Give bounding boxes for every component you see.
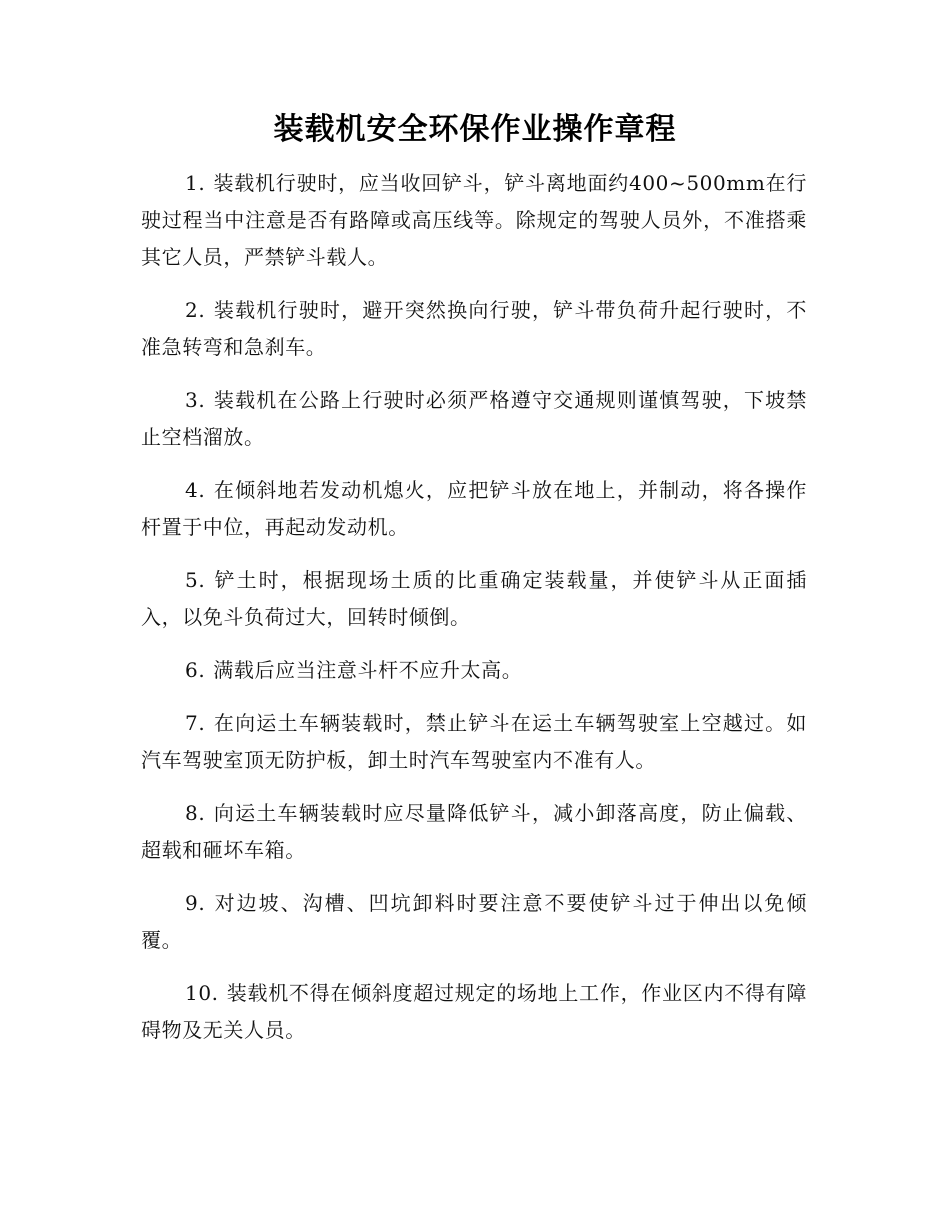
item-number: 3.: [185, 388, 206, 412]
item-text: 对边坡、沟槽、凹坑卸料时要注意不要使铲斗过于伸出以免倾覆。: [141, 891, 807, 952]
item-text: 装载机行驶时，应当收回铲斗，铲斗离地面约400~500mm在行驶过程当中注意是否有路障或高压线等。除规定的驾驶人员外，不准搭乘其它人员，严禁铲斗载人。: [141, 171, 807, 269]
document-title: 装载机安全环保作业操作章程: [273, 112, 677, 147]
item-number: 7.: [185, 711, 206, 735]
item-number: 9.: [185, 891, 206, 915]
item-text: 在向运土车辆装载时，禁止铲斗在运土车辆驾驶室上空越过。如汽车驾驶室顶无防护板，卸土时汽车驾驶室内不准有人。: [141, 711, 807, 772]
document-body: [141, 165, 807, 1065]
paragraph-6: [141, 652, 807, 689]
paragraph-10: [141, 975, 807, 1049]
paragraph-3: [141, 382, 807, 456]
paragraph-8: [141, 795, 807, 869]
paragraph-4: [141, 472, 807, 546]
item-number: 2.: [185, 298, 206, 322]
item-text: 满载后应当注意斗杆不应升太高。: [213, 658, 523, 682]
item-text: 铲土时，根据现场土质的比重确定装载量，并使铲斗从正面插入，以免斗负荷过大，回转时倾倒。: [141, 568, 807, 629]
item-number: 10.: [185, 981, 219, 1005]
item-number: 6.: [185, 658, 206, 682]
item-number: 1.: [185, 171, 206, 195]
item-text: 装载机行驶时，避开突然换向行驶，铲斗带负荷升起行驶时，不准急转弯和急刹车。: [141, 298, 807, 359]
item-number: 5.: [185, 568, 206, 592]
item-text: 在倾斜地若发动机熄火，应把铲斗放在地上，并制动，将各操作杆置于中位，再起动发动机。: [141, 478, 807, 539]
item-text: 装载机在公路上行驶时必须严格遵守交通规则谨慎驾驶，下坡禁止空档溜放。: [141, 388, 807, 449]
item-number: 8.: [185, 801, 206, 825]
paragraph-1: [141, 165, 807, 276]
paragraph-5: [141, 562, 807, 636]
paragraph-7: [141, 705, 807, 779]
item-number: 4.: [185, 478, 206, 502]
item-text: 向运土车辆装载时应尽量降低铲斗，减小卸落高度，防止偏载、超载和砸坏车箱。: [141, 801, 807, 862]
item-text: 装载机不得在倾斜度超过规定的场地上工作，作业区内不得有障碍物及无关人员。: [141, 981, 807, 1042]
paragraph-2: [141, 292, 807, 366]
paragraph-9: [141, 885, 807, 959]
